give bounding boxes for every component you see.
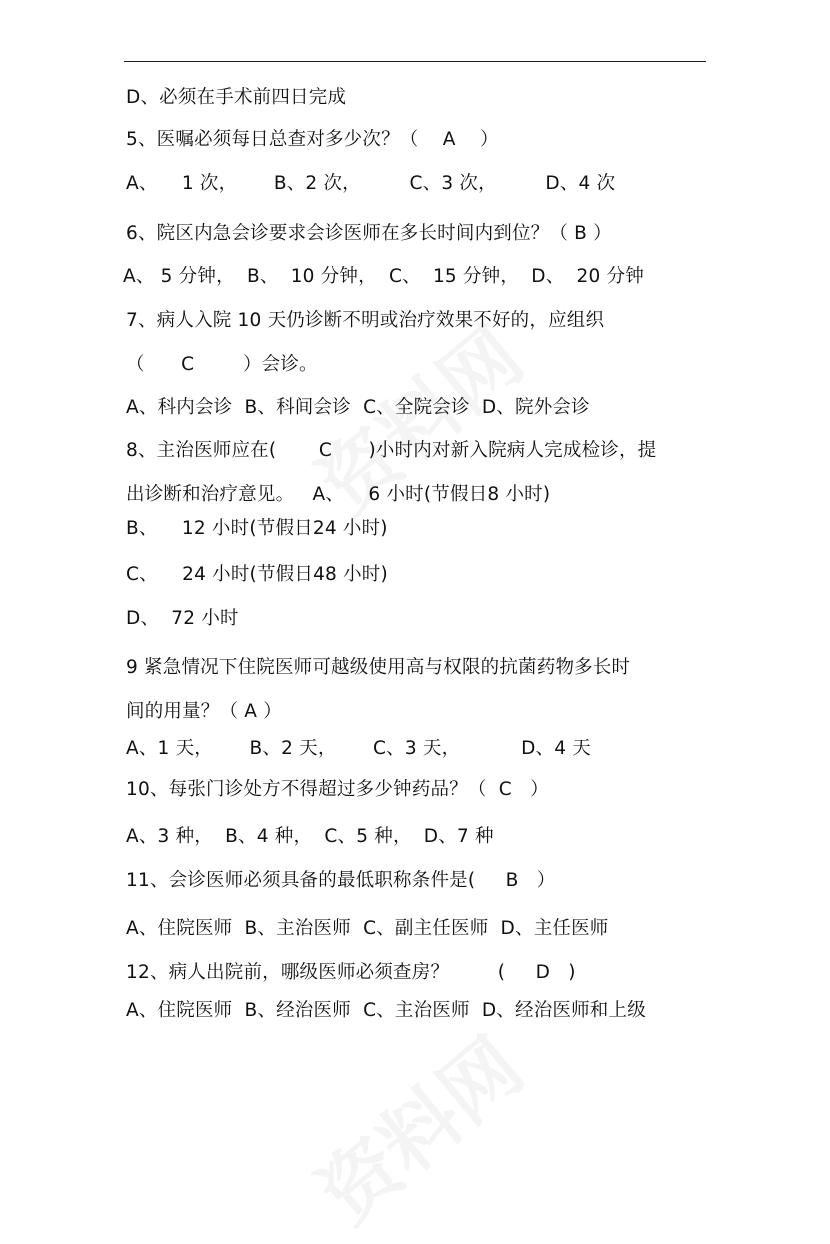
question-10: 10、每张门诊处方不得超过多少钟药品？（ C ） bbox=[126, 779, 549, 800]
options-q12: A、住院医师 B、经治医师 C、主治医师 D、经治医师和上级 bbox=[126, 1000, 646, 1021]
question-9: 9 紧急情况下住院医师可越级使用高与权限的抗菌药物多长时 bbox=[126, 657, 631, 678]
question-6: 6、院区内急会诊要求会诊医师在多长时间内到位？（ B ） bbox=[126, 223, 612, 244]
question-12: 12、病人出院前，哪级医师必须查房？ ( D ) bbox=[126, 962, 576, 983]
question-7-continued: （ C ）会诊。 bbox=[126, 354, 318, 375]
options-q11: A、住院医师 B、主治医师 C、副主任医师 D、主任医师 bbox=[126, 918, 609, 939]
options-q9: A、1 天， B、2 天， C、3 天， D、4 天 bbox=[126, 738, 591, 759]
question-8-continued: 出诊断和治疗意见。 A、 6 小时(节假日8 小时) bbox=[126, 484, 551, 505]
question-8: 8、主治医师应在( C )小时内对新入院病人完成检诊，提 bbox=[126, 440, 657, 461]
options-q7: A、科内会诊 B、科间会诊 C、全院会诊 D、院外会诊 bbox=[126, 397, 590, 418]
question-9-continued: 间的用量？（ A ） bbox=[126, 701, 282, 722]
question-11: 11、会诊医师必须具备的最低职称条件是( B ） bbox=[126, 870, 556, 891]
options-q8-b: B、 12 小时(节假日24 小时) bbox=[126, 518, 388, 539]
options-q8-c: C、 24 小时(节假日48 小时) bbox=[126, 564, 388, 585]
header-rule bbox=[124, 61, 706, 62]
options-q5: A、 1 次， B、2 次， C、3 次， D、4 次 bbox=[126, 173, 616, 194]
options-q10: A、3 种， B、4 种， C、5 种， D、7 种 bbox=[126, 826, 494, 847]
question-7: 7、病人入院 10 天仍诊断不明或治疗效果不好的，应组织 bbox=[126, 310, 605, 331]
question-5: 5、医嘱必须每日总查对多少次？（ A ） bbox=[126, 129, 499, 150]
options-q6: A、 5 分钟， B、 10 分钟， C、 15 分钟， D、 20 分钟 bbox=[123, 266, 644, 287]
options-q8-d: D、 72 小时 bbox=[126, 608, 239, 629]
watermark bbox=[291, 1008, 542, 1244]
option-line-q4-d: D、必须在手术前四日完成 bbox=[126, 87, 347, 108]
